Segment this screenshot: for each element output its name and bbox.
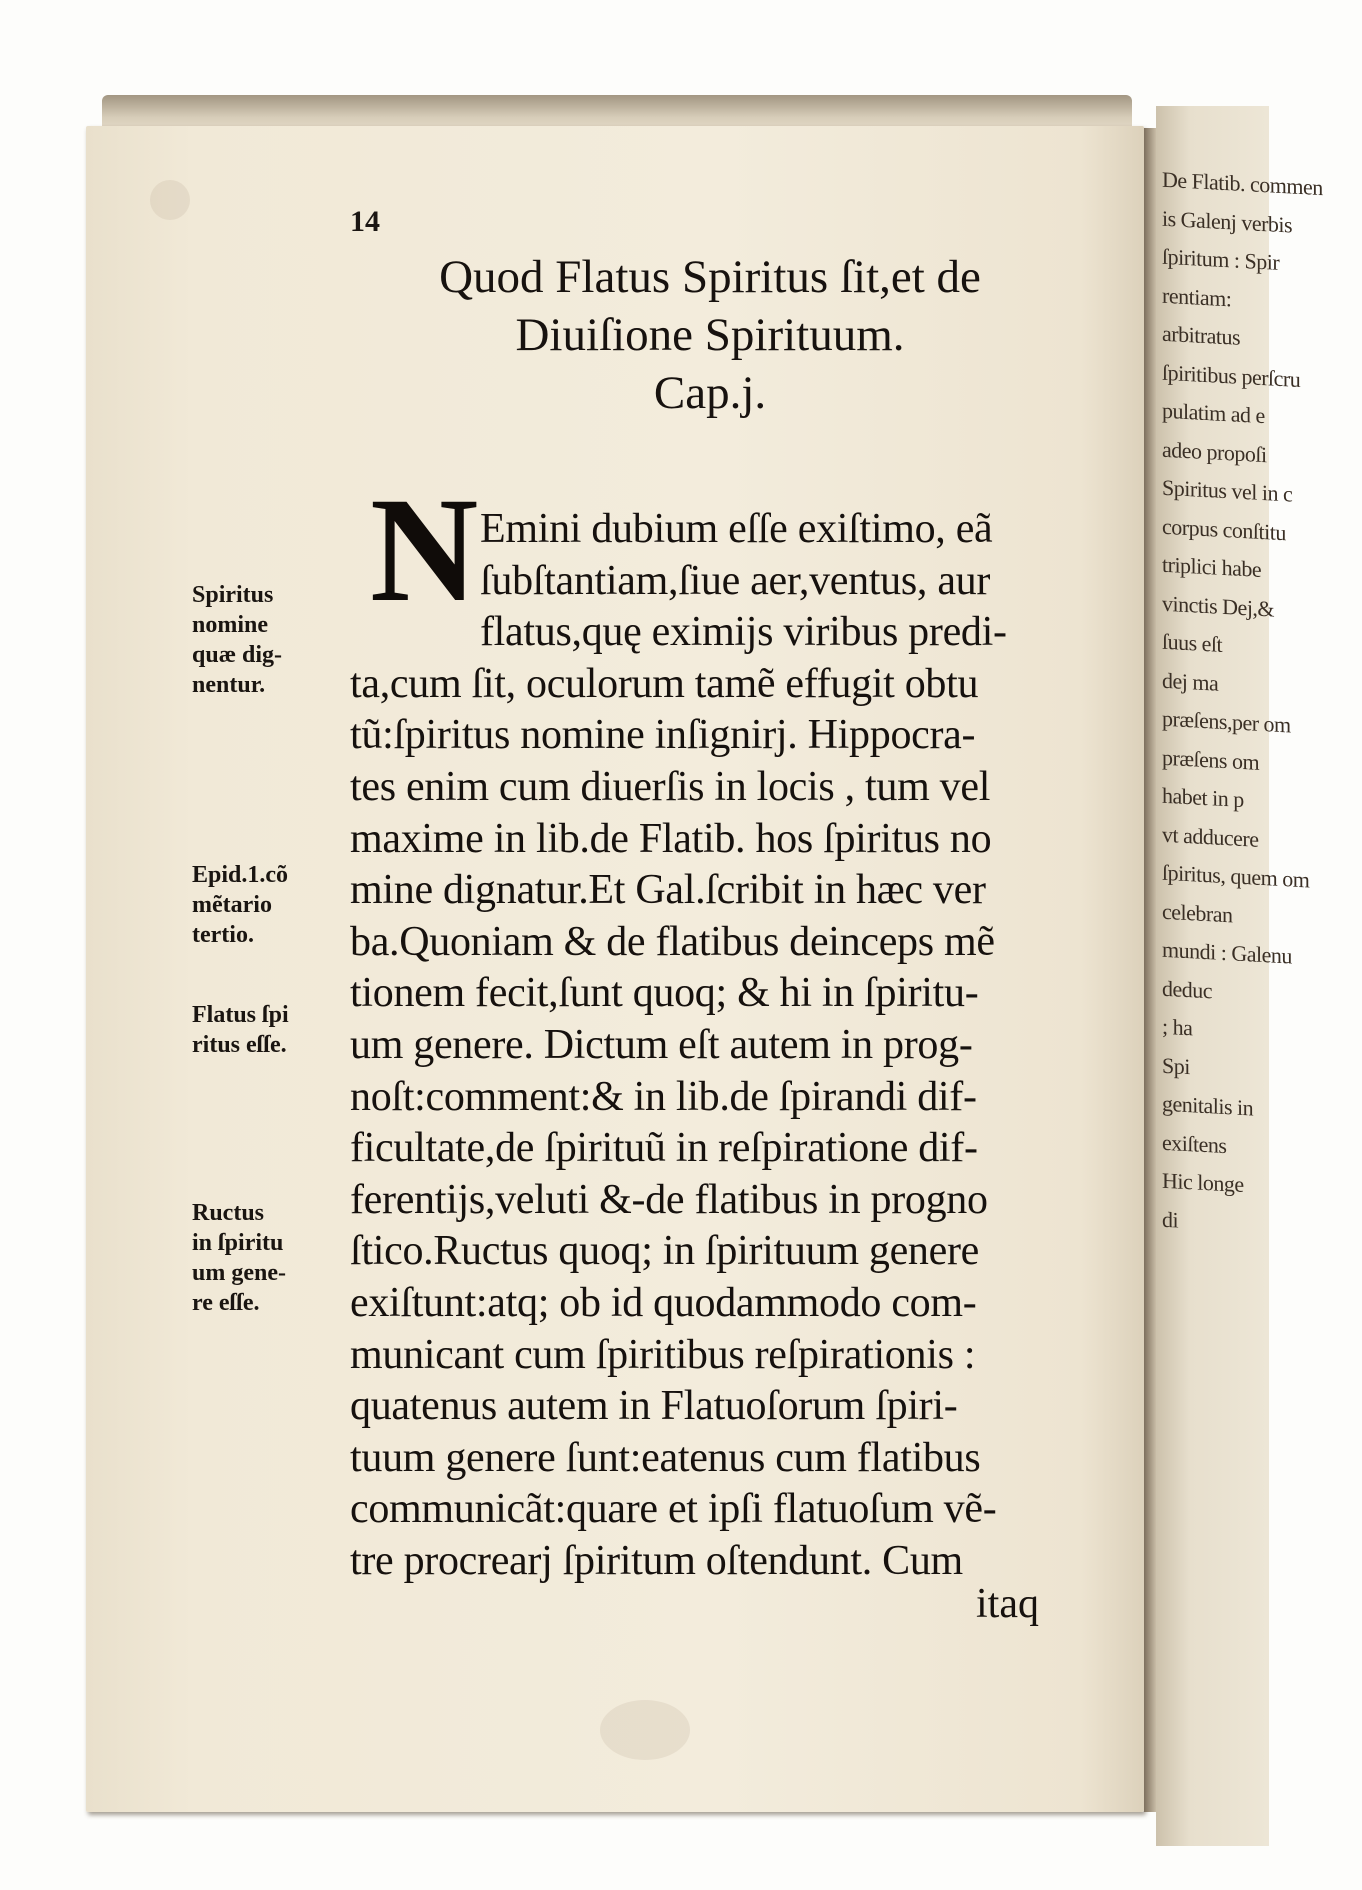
margin-note	[192, 1000, 352, 1060]
facing-page-line: adeo propoſi	[1162, 436, 1267, 467]
body-line: quatenus autem in Flatuoſorum ſpiri-	[350, 1383, 958, 1430]
chapter-number: Cap.j.	[653, 367, 767, 419]
body-line: ba.Quoniam & de flatibus deinceps mẽ	[350, 918, 995, 965]
facing-page-line: dej ma	[1162, 667, 1219, 696]
facing-page-line: vt adducere	[1162, 821, 1259, 852]
facing-page-line: vinctis Dej,&	[1162, 590, 1275, 622]
facing-page-line: ſuus eſt	[1162, 628, 1223, 657]
page-number: 14	[350, 205, 380, 238]
body-line: tionem fecit,ſunt quoq; & hi in ſpiritu-	[350, 970, 979, 1017]
margin-note-line: tertio.	[192, 922, 254, 948]
facing-page-line: De Flatib. commen	[1162, 166, 1323, 201]
facing-page-line: ſpiritum : Spir	[1162, 243, 1280, 275]
margin-note	[192, 860, 352, 950]
facing-page-line: ; ha	[1162, 1013, 1193, 1041]
body-line: um genere. Dictum eſt autem in prog-	[350, 1022, 973, 1068]
facing-page-line: ſpiritus, quem om	[1162, 859, 1310, 893]
margin-note-line: nentur.	[192, 672, 266, 698]
facing-page-line: deduc	[1162, 975, 1213, 1003]
facing-page-line: ſpiritibus perſcru	[1162, 359, 1301, 392]
facing-page-line: pulatim ad e	[1162, 397, 1265, 429]
body-line: flatus,quę eximijs viribus predi-	[480, 609, 1007, 656]
margin-note-line: nomine	[192, 612, 269, 638]
body-line: ſtico.Ructus quoq; in ſpirituum genere	[350, 1228, 979, 1275]
facing-page-line: habet in p	[1162, 782, 1244, 813]
facing-page-line: Spiritus vel in c	[1162, 474, 1293, 507]
margin-note	[192, 1198, 352, 1318]
margin-note-line: quæ dig-	[192, 642, 283, 668]
drop-cap-initial: N	[370, 467, 479, 633]
body-line: exiſtunt:atq; ob id quodammodo com-	[350, 1280, 977, 1326]
facing-page-line: triplici habe	[1162, 551, 1262, 582]
facing-page-line: corpus conſtitu	[1162, 513, 1286, 545]
body-line: ferentijs,veluti &-de flatibus in progno	[350, 1176, 988, 1223]
margin-note-line: Spiritus	[192, 582, 274, 608]
margin-note-line: Epid.1.cõ	[192, 862, 289, 888]
facing-page-line: arbitratus	[1162, 320, 1241, 350]
body-line: tre procrearj ſpiritum oſtendunt. Cum	[350, 1538, 963, 1584]
body-line: ta,cum ſit, oculorum tamẽ effugit obtu	[350, 660, 979, 707]
body-line: mine dignatur.Et Gal.ſcribit in hæc ver	[350, 867, 986, 914]
body-line: municant cum ſpiritibus reſpirationis :	[350, 1331, 976, 1378]
body-line: tes enim cum diuerſis in locis , tum vel	[350, 764, 991, 810]
body-line: noſt:comment:& in lib.de ſpirandi dif-	[350, 1073, 977, 1120]
margin-note-line: um gene-	[192, 1260, 286, 1286]
margin-note-line: mẽtario	[192, 892, 272, 918]
paper-stain	[600, 1700, 690, 1760]
facing-page-line: præſens,per om	[1162, 705, 1291, 738]
facing-page-line: Spi	[1162, 1052, 1190, 1079]
body-line: communicãt:quare et ipſi flatuoſum vẽ-	[350, 1486, 997, 1533]
paper-stain	[150, 180, 190, 220]
margin-note-line: Ructus	[192, 1200, 265, 1226]
catchword: itaq	[976, 1581, 1039, 1627]
facing-page-line: mundi : Galenu	[1162, 936, 1292, 969]
facing-page-line: exiſtens	[1162, 1129, 1227, 1158]
body-line: ficultate,de ſpirituũ in reſpiratione dif-	[350, 1125, 978, 1172]
facing-page-line: is Galenj verbis	[1162, 205, 1293, 238]
facing-page-line: Hic longe	[1162, 1167, 1244, 1198]
body-line: tũ:ſpiritus nomine inſignirj. Hippocra-	[350, 712, 976, 759]
facing-page-text	[1162, 161, 1362, 1249]
body-line: ſubſtantiam,ſiue aer,ventus, aur	[480, 557, 991, 604]
facing-page-line: rentiam:	[1162, 282, 1232, 311]
margin-note-line: ritus eſſe.	[192, 1032, 287, 1058]
margin-note-line: in ſpiritu	[192, 1230, 284, 1256]
body-line: maxime in lib.de Flatib. hos ſpiritus no	[350, 815, 992, 862]
facing-page-right	[1156, 106, 1323, 1846]
facing-page-line: genitalis in	[1162, 1090, 1254, 1121]
margin-note-line: re eſſe.	[192, 1290, 260, 1316]
facing-page-line: di	[1162, 1206, 1179, 1233]
chapter-title-line-1: Quod Flatus Spiritus ſit,et de	[439, 251, 981, 303]
facing-page-line: celebran	[1162, 898, 1233, 927]
body-line: tuum genere ſunt:eatenus cum flatibus	[350, 1434, 981, 1481]
margin-note	[192, 580, 352, 700]
body-line: Emini dubium eſſe exiſtimo, eã	[480, 506, 993, 552]
facing-page-line: præſens om	[1162, 744, 1260, 775]
book-gutter	[1144, 128, 1156, 1812]
margin-note-line: Flatus ſpi	[192, 1002, 289, 1028]
chapter-title-line-2: Diuiſione Spirituum.	[515, 309, 905, 361]
